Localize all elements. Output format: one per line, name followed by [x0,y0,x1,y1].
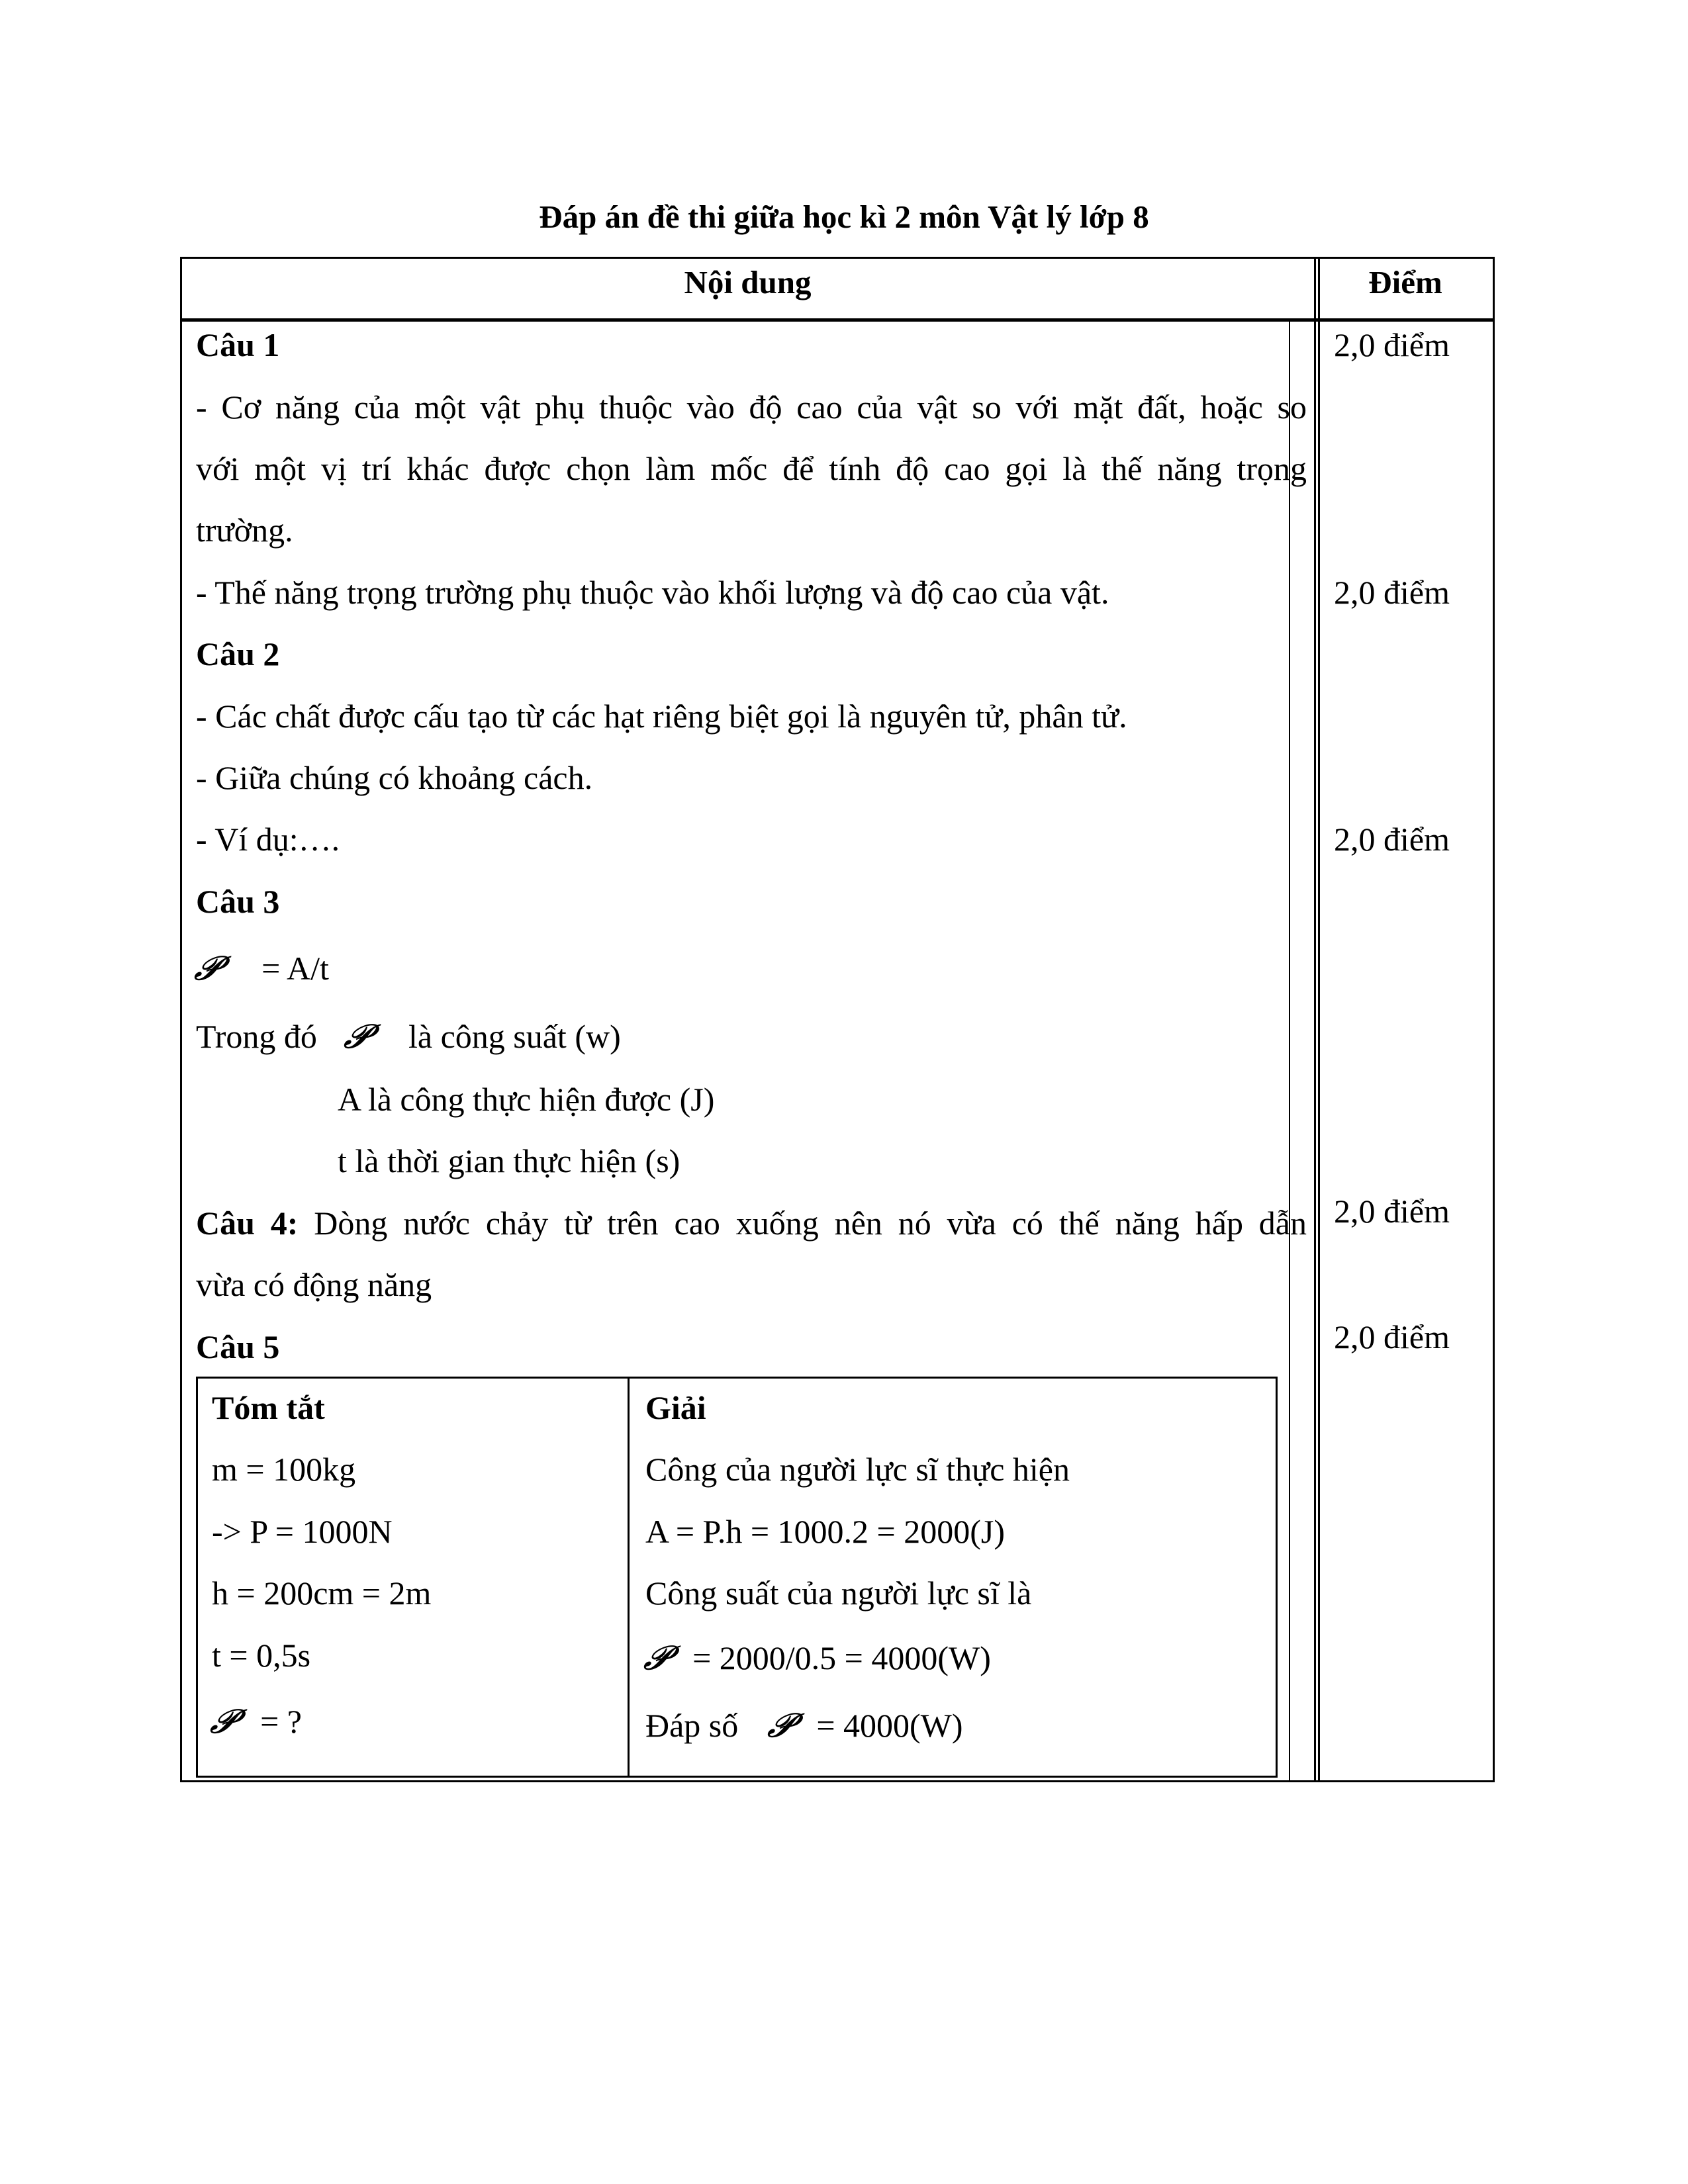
cau1-line1: - Cơ năng của một vật phụ thuộc vào độ cao của vật so với mặt đất, hoặc so [196,388,1307,426]
cau1-line4: - Thế năng trọng trường phụ thuộc vào khối lượng và độ cao của vật. [196,574,1109,611]
cau3-where-row [196,1016,621,1057]
summary-heading: Tóm tắt [212,1389,325,1426]
summary-line-time: t = 0,5s [212,1637,311,1674]
cau4-score: 2,0 điểm [1334,1193,1450,1230]
table-border-top [180,257,1495,259]
solution-line-work: A = P.h = 1000.2 = 2000(J) [645,1513,1005,1550]
inner-border-left [196,1377,198,1778]
cau1-heading: Câu 1 [196,326,280,363]
table-border-divider-inner [1318,257,1320,1782]
power-symbol-icon: 𝒫 [191,948,223,987]
cau4-text-line2: vừa có động năng [196,1266,432,1303]
power-symbol-icon: 𝒫 [765,1706,796,1745]
cau1-line2: với một vị trí khác được chọn làm mốc để tính độ cao gọi là thế năng trọng [196,450,1307,487]
solution-answer-row [645,1705,963,1746]
table-border-divider [1314,257,1316,1782]
summary-line-height: h = 200cm = 2m [212,1574,432,1612]
summary-unknown: = ? [260,1703,302,1740]
cau1-score2: 2,0 điểm [1334,574,1450,611]
inner-border-right [1276,1377,1278,1778]
solution-line-work-label: Công của người lực sĩ thực hiện [645,1451,1070,1488]
cau1-score1: 2,0 điểm [1334,326,1450,363]
table-border-header-bottom [180,318,1495,322]
cau3-where-prefix: Trong đó [196,1018,317,1055]
cau2-line3: - Ví dụ:…. [196,821,340,858]
cau3-where-t: t là thời gian thực hiện (s) [338,1142,680,1179]
inner-border-divider [628,1377,630,1778]
table-border-bottom [180,1780,1495,1782]
solution-line-power-label: Công suất của người lực sĩ là [645,1574,1032,1612]
power-symbol-icon: 𝒫 [641,1638,673,1677]
solution-answer-value: = 4000(W) [816,1707,963,1744]
summary-unknown-row [207,1701,302,1742]
inner-border-bottom [196,1776,1278,1778]
cau4-text-line1: Dòng nước chảy từ trên cao xuống nên nó vừa có thế năng hấp dẫn [314,1205,1307,1242]
cau3-where-a: A là công thực hiện được (J) [338,1081,715,1118]
page-title: Đáp án đề thi giữa học kì 2 môn Vật lý lớp 8 [539,199,1149,235]
solution-heading: Giải [645,1389,706,1426]
power-symbol-icon: 𝒫 [341,1017,373,1056]
cau5-heading: Câu 5 [196,1328,280,1365]
cau1-line3: trường. [196,512,293,549]
cau2-heading: Câu 2 [196,635,280,672]
summary-line-mass: m = 100kg [212,1451,356,1488]
power-symbol-icon: 𝒫 [207,1702,239,1741]
header-content: Nội dung [684,264,812,300]
cau4-heading: Câu 4: [196,1205,299,1242]
table-border-right [1493,257,1495,1782]
summary-line-weight: -> P = 1000N [212,1513,393,1550]
cau4-line1 [196,1192,1307,1254]
table-border-left [180,257,182,1782]
cau3-heading: Câu 3 [196,883,280,920]
solution-answer-prefix: Đáp số [645,1707,739,1744]
solution-power-line: = 2000/0.5 = 4000(W) [692,1639,991,1676]
cau2-line1: - Các chất được cấu tạo từ các hạt riêng biệt gọi là nguyên tử, phân tử. [196,698,1127,735]
cau3-formula: = A/t [261,950,329,987]
cau5-score: 2,0 điểm [1334,1318,1450,1355]
table-border-inner-right [1289,322,1290,1782]
cau3-formula-row [191,948,329,989]
solution-power-row [641,1637,991,1678]
inner-border-top [196,1377,1278,1379]
cau2-score: 2,0 điểm [1334,821,1450,858]
cau2-line2: - Giữa chúng có khoảng cách. [196,759,593,796]
cau3-where-p: là công suất (w) [408,1018,621,1055]
header-score: Điểm [1368,264,1442,300]
